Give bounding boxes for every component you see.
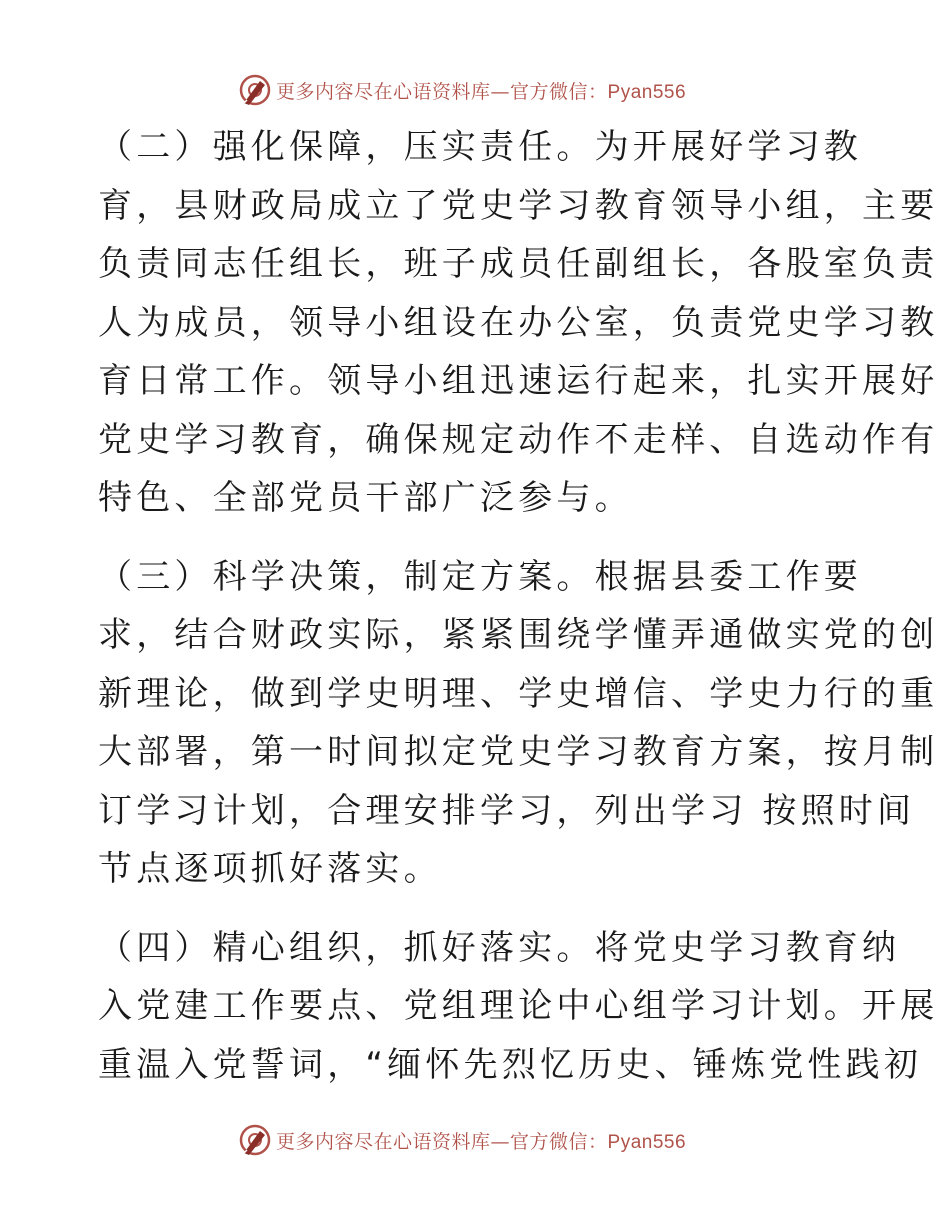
paragraph [98,919,939,1095]
text-line: 入党建工作要点、党组理论中心组学习计划。开展 [98,986,939,1026]
pen-logo-icon [238,1123,272,1157]
text-line: 育日常工作。领导小组迅速运行起来，扎实开展好 [98,361,939,401]
watermark-text: 更多内容尽在心语资料库—官方微信： [276,1130,608,1153]
paragraph [98,548,939,899]
text-line: （三）科学决策，制定方案。根据县委工作要 [98,556,862,597]
watermark-header [238,73,686,107]
text-line: 育，县财政局成立了党史学习教育领导小组，主要 [98,185,939,226]
paragraph [98,118,939,528]
text-line: （二）强化保障，压实责任。为开展好学习教 [98,127,862,167]
text-line: 大部署，第一时间拟定党史学习教育方案，按月制 [98,732,939,772]
text-line: 订学习计划，合理安排学习，列出学习 按照时间 [98,790,916,831]
watermark-footer [238,1123,686,1157]
document-body [98,118,939,1114]
text-line: （四）精心组织，抓好落实。将党史学习教育纳 [98,927,901,968]
text-line: 重温入党誓词，“缅怀先烈忆历史、锤炼党性践初 [98,1044,923,1085]
text-line: 新理论，做到学史明理、学史增信、学史力行的重 [98,673,939,714]
watermark-text: 更多内容尽在心语资料库—官方微信： [276,80,608,103]
watermark-wechat-id: Pyan556 [607,81,687,103]
pen-logo-icon [238,73,272,107]
text-line: 负责同志任组长，班子成员任副组长，各股室负责 [98,244,939,284]
watermark-wechat-id: Pyan556 [607,1131,687,1153]
text-line: 求，结合财政实际，紧紧围绕学懂弄通做实党的创 [98,615,939,655]
text-line: 人为成员，领导小组设在办公室，负责党史学习教 [98,302,939,343]
text-line: 节点逐项抓好落实。 [98,849,442,889]
text-line: 党史学习教育，确保规定动作不走样、自选动作有 [98,419,939,460]
text-line: 特色、全部党员干部广泛参与。 [98,478,633,518]
